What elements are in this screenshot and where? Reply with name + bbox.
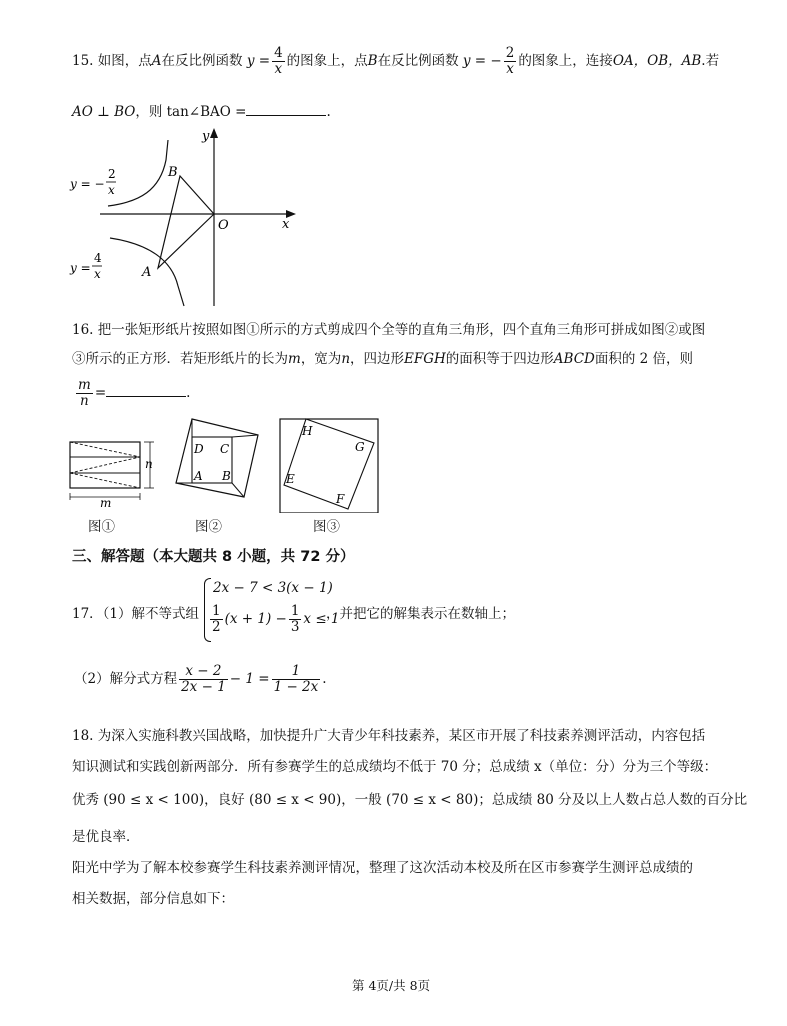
q18-line5: 阳光中学为了解本校参赛学生科技素养测评情况，整理了这次活动本校及所在区市参赛学生测评总成绩的 [72,860,693,876]
ratio-m-over-n: $\frac{m}{n}$ [78,377,91,409]
curve2-label-num: 2 [108,167,116,181]
q16-figure-3 [276,413,386,513]
q15-figure [60,126,300,310]
fig2-label-a: A [194,469,203,483]
q16-line1: 16. 把一张矩形纸片按照如图①所示的方式剪成四个全等的直角三角形，四个直角三角形可拼成如图②或图 [72,322,706,338]
fig2-caption: 图② [195,519,222,535]
q17-inequality-1: 2x − 7 < 3(x − 1) [213,580,333,596]
q17-part1-suffix: ，并把它的解集表示在数轴上； [326,606,515,622]
fraction-2-over-x: $\frac{2}{x}$ [505,45,515,77]
q15-line2: AO ⊥ BO，则 tan∠BAO = . [72,104,331,120]
fig2-label-b: B [222,469,231,483]
label-o: O [218,218,229,233]
q18-line4: 是优良率． [72,829,140,845]
fig3-label-g: G [355,440,365,454]
label-x: x [282,217,290,232]
q15-line1: 15. 如图，点A在反比例函数 y = $\frac{4}{x}$ 的图象上，点B在反比例函数 y = − $\frac{2}{x}$ 的图象上，连接OA，OB，AB.若 [72,45,720,77]
fig1-m-label: m [100,496,112,510]
triangle-oab [158,176,214,268]
answer-blank[interactable] [246,103,326,116]
curve1-label-den: x [94,267,101,281]
label-a: A [142,265,152,280]
y-axis-arrow [210,128,218,138]
q18-line3: 优秀 (90 ≤ x < 100)，良好 (80 ≤ x < 90)，一般 (70 ≤ x < 80)；总成绩 80 分及以上人数占总人数的百分比 [72,792,748,808]
fig2-label-d: D [194,442,204,456]
q17-part2: （2）解分式方程 $\frac{x - 2}{2x - 1}$ − 1 = $\frac{1}{1 - 2x}$ . [74,663,327,695]
label-b: B [168,165,178,180]
fraction-4-over-x: $\frac{4}{x}$ [274,45,283,77]
label-y: y [202,129,210,144]
q18-line2: 知识测试和实践创新两部分．所有参赛学生的总成绩均不低于 70 分；总成绩 x（单位：分）分为三个等级： [72,759,718,775]
curve2-label-lhs: y = − [70,177,105,191]
fig3-label-h: H [302,424,313,438]
q16-figure-1 [62,436,162,512]
fig2-label-c: C [220,442,230,456]
q16-line2: ③所示的正方形．若矩形纸片的长为m，宽为n，四边形EFGH的面积等于四边形ABCD面积的 2 倍，则 [72,351,694,367]
q18-line6: 相关数据，部分信息如下： [72,891,234,907]
q17-part1-prefix: 17．（1）解不等式组 [72,606,200,622]
curve1-label-lhs: y = [70,261,91,275]
fig3-caption: 图③ [313,519,340,535]
curve1-label-num: 4 [94,251,102,265]
fig1-caption: 图① [88,519,115,535]
q18-line1: 18. 为深入实施科教兴国战略，加快提升广大青少年科技素养，某区市开展了科技素养测评活动，内容包括 [72,728,706,744]
fig3-label-f: F [336,492,345,506]
curve2-label-den: x [108,183,115,197]
answer-blank[interactable] [106,384,186,397]
q16-figure-2 [160,413,270,513]
page-footer: 第 4页/共 8页 [352,978,431,993]
q17-inequality-2: $\frac{1}{2}$ (x + 1) − $\frac{1}{3}$ x ≤ 1 [212,603,340,635]
fig3-label-e: E [286,472,295,486]
fig1-n-label: n [145,457,153,471]
q16-line3: $\frac{m}{n}$ = . [78,377,191,409]
curve-neg2-over-x [108,140,168,206]
section-3-heading: 三、解答题（本大题共 8 小题，共 72 分） [72,549,355,565]
